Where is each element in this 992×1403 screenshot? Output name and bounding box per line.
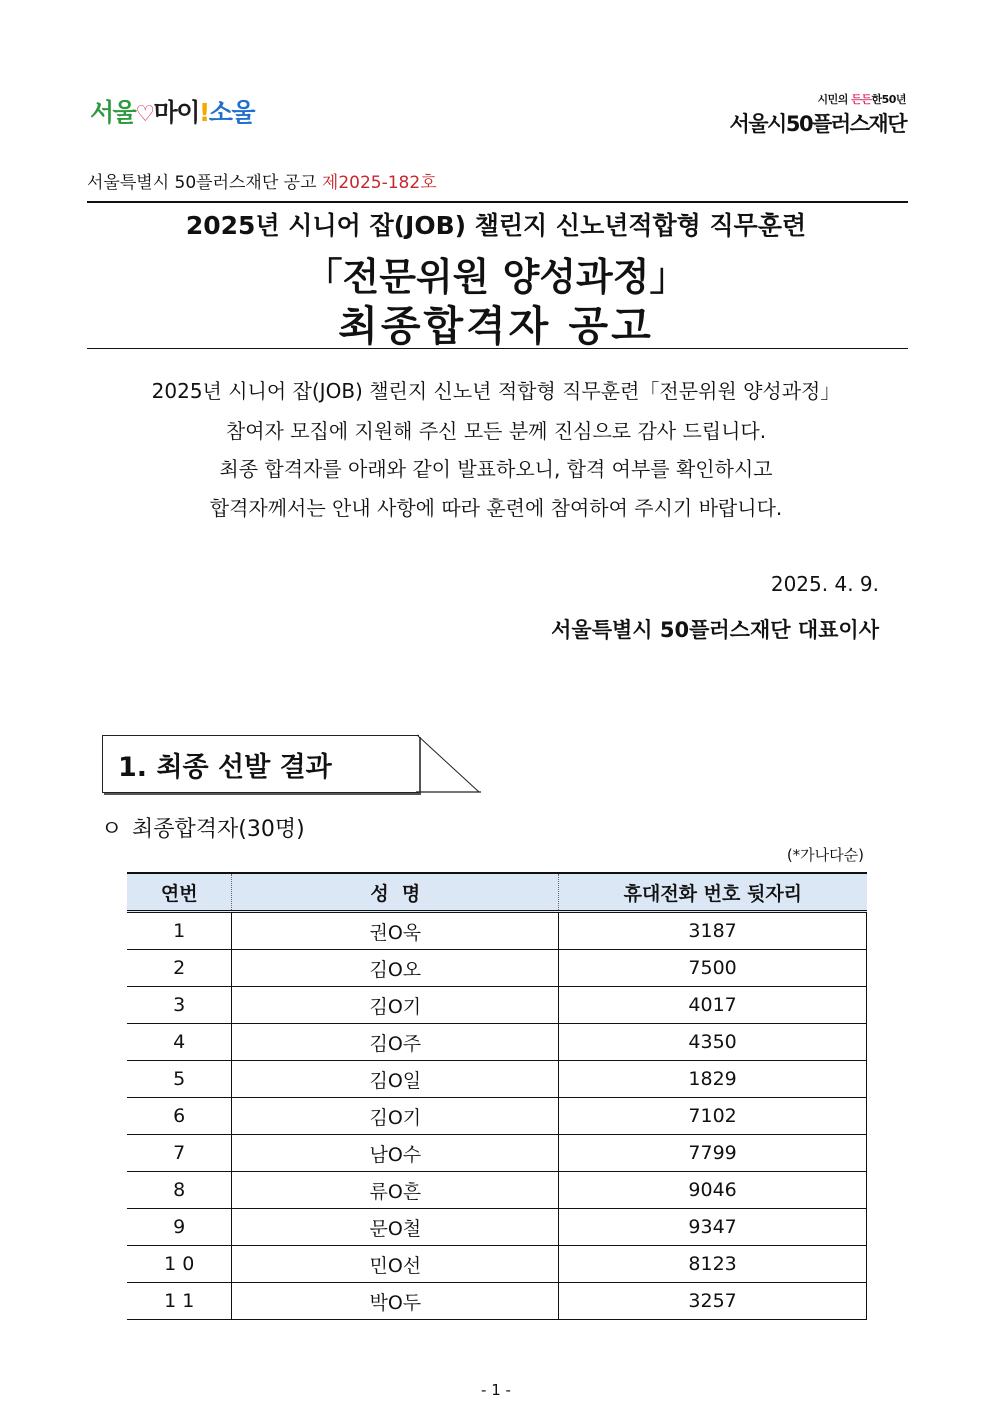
doc-title-line2: 「전문위원 양성과정」: [304, 255, 688, 299]
subsection-heading: ㅇ 최종합격자(30명): [101, 812, 305, 843]
heart-icon: ♡: [135, 102, 154, 127]
intro-line: 2025년 시니어 잡(JOB) 챌린지 신노년 적합형 직무훈련「전문위원 양성과정」: [151, 379, 841, 403]
table-row: [127, 1098, 867, 1135]
row-seq: 8: [127, 1172, 232, 1209]
header-seq: 연번: [127, 873, 232, 912]
page-number: - 1 -: [481, 1381, 511, 1399]
row-seq: 7: [127, 1135, 232, 1172]
row-phone-suffix: 4350: [559, 1024, 867, 1061]
row-phone-suffix: 9347: [559, 1209, 867, 1246]
logo-tagline: 시민의 든든한50년: [817, 93, 906, 106]
row-seq: 1: [127, 912, 232, 950]
bullet-icon: ㅇ: [101, 817, 123, 842]
section-title: 1. 최종 선발 결과: [118, 752, 332, 783]
announcement-date: 2025. 4. 9.: [770, 572, 879, 596]
row-name: 문O철: [232, 1209, 559, 1246]
row-name: 남O수: [232, 1135, 559, 1172]
header-name: 성 명: [232, 873, 559, 912]
row-phone-suffix: 8123: [559, 1246, 867, 1283]
row-seq: 6: [127, 1098, 232, 1135]
row-name: 김O주: [232, 1024, 559, 1061]
row-phone-suffix: 4017: [559, 987, 867, 1024]
table-row: [127, 1209, 867, 1246]
doc-title-line1: 2025년 시니어 잡(JOB) 챌린지 신노년적합형 직무훈련: [185, 211, 807, 240]
row-seq: 9: [127, 1209, 232, 1246]
sort-note: (*가나다순): [786, 846, 864, 864]
row-seq: 1 1: [127, 1283, 232, 1320]
row-name: 김O기: [232, 1098, 559, 1135]
table-row: [127, 987, 867, 1024]
row-seq: 2: [127, 950, 232, 987]
row-phone-suffix: 3257: [559, 1283, 867, 1320]
header-phone: 휴대전화 번호 뒷자리: [559, 873, 867, 912]
row-name: 민O선: [232, 1246, 559, 1283]
table-row: [127, 1024, 867, 1061]
row-phone-suffix: 7500: [559, 950, 867, 987]
row-phone-suffix: 9046: [559, 1172, 867, 1209]
title-bottom-rule: [87, 348, 908, 349]
row-phone-suffix: 3187: [559, 912, 867, 950]
row-name: 김O오: [232, 950, 559, 987]
row-phone-suffix: 1829: [559, 1061, 867, 1098]
intro-line: 최종 합격자를 아래와 같이 발표하오니, 합격 여부를 확인하시고: [219, 457, 773, 481]
row-name: 권O욱: [232, 912, 559, 950]
table-row: [127, 1172, 867, 1209]
doc-title-line3: 최종합격자 공고: [338, 302, 654, 350]
table-row: [127, 950, 867, 987]
logo-name: 서울시50플러스재단: [729, 112, 906, 136]
seoul-50plus-logo: [729, 91, 906, 138]
announcement-number: 서울특별시 50플러스재단 공고 제2025-182호: [87, 173, 437, 193]
row-seq: 3: [127, 987, 232, 1024]
row-seq: 5: [127, 1061, 232, 1098]
row-name: 류O흔: [232, 1172, 559, 1209]
table-row: [127, 1135, 867, 1172]
row-name: 김O기: [232, 987, 559, 1024]
table-row: [127, 912, 867, 950]
table-header-row: [127, 873, 867, 912]
title-top-rule: [87, 201, 908, 203]
seoul-my-soul-logo: 서울♡마이!소울: [90, 98, 255, 127]
section-heading-corner: [416, 734, 484, 794]
signer: 서울특별시 50플러스재단 대표이사: [551, 618, 879, 642]
intro-line: 참여자 모집에 지원해 주신 모든 분께 진심으로 감사 드립니다.: [225, 419, 767, 443]
row-phone-suffix: 7102: [559, 1098, 867, 1135]
table-row: [127, 1246, 867, 1283]
table-row: [127, 1283, 867, 1320]
row-name: 박O두: [232, 1283, 559, 1320]
row-seq: 1 0: [127, 1246, 232, 1283]
results-table: [127, 872, 867, 1320]
row-name: 김O일: [232, 1061, 559, 1098]
table-row: [127, 1061, 867, 1098]
row-phone-suffix: 7799: [559, 1135, 867, 1172]
intro-line: 합격자께서는 안내 사항에 따라 훈련에 참여하여 주시기 바랍니다.: [209, 496, 783, 520]
row-seq: 4: [127, 1024, 232, 1061]
